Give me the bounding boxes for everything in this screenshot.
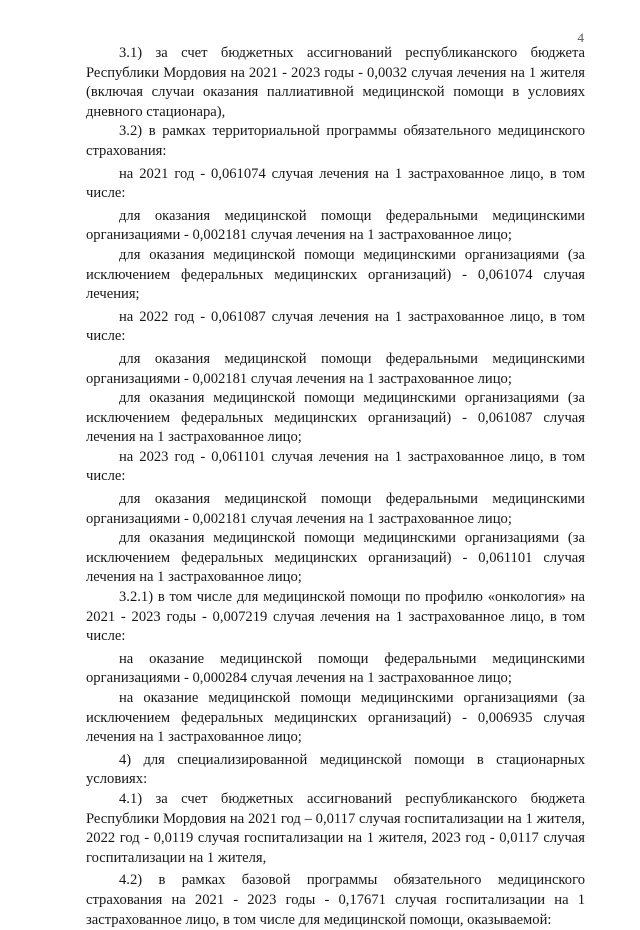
paragraph-2023-total: на 2023 год - 0,061101 случая лечения на 1 застрахованное лицо, в том числе: xyxy=(86,448,585,485)
paragraph-2021-non-federal: для оказания медицинской помощи медицинскими организациями (за исключением федеральных медицинских организаций) - 0,061074 случая лечения; xyxy=(86,246,585,303)
paragraph-4: 4) для специализированной медицинской помощи в стационарных условиях: xyxy=(86,751,585,788)
paragraph-2022-non-federal: для оказания медицинской помощи медицинскими организациями (за исключением федеральных медицинских организаций) - 0,061087 случая лечения на 1 застрахованное лицо; xyxy=(86,390,585,446)
paragraph-4-1: 4.1) за счет бюджетных ассигнований республиканского бюджета Республики Мордовия на 2021 год – 0,0117 случая госпитализации на 1 жителя, 2022 год - 0,0119 случая госпитализации на 1 жителя, 2023 год - 0,0117 случая госпитализации на 1 жителя, xyxy=(86,790,585,866)
document-body xyxy=(86,44,585,930)
paragraph-2022-total: на 2022 год - 0,061087 случая лечения на 1 застрахованное лицо, в том числе: xyxy=(86,308,585,345)
page-number: 4 xyxy=(577,30,584,45)
paragraph-2021-federal: для оказания медицинской помощи федеральными медицинскими организациями - 0,002181 случая лечения на 1 застрахованное лицо; xyxy=(86,207,585,244)
paragraph-2021-total: на 2021 год - 0,061074 случая лечения на 1 застрахованное лицо, в том числе: xyxy=(86,165,585,202)
paragraph-4-2: 4.2) в рамках базовой программы обязательного медицинского страхования на 2021 - 2023 годы - 0,17671 случая госпитализации на 1 застрахованное лицо, в том числе для медицинской помощи, оказываемой: xyxy=(86,872,585,928)
paragraph-2022-federal: для оказания медицинской помощи федеральными медицинскими организациями - 0,002181 случая лечения на 1 застрахованное лицо; xyxy=(86,350,585,387)
paragraph-3-1: 3.1) за счет бюджетных ассигнований республиканского бюджета Республики Мордовия на 2021 - 2023 годы - 0,0032 случая лечения на 1 жителя (включая случаи оказания паллиативной медицинской помощи в условиях дневного стационара), xyxy=(86,45,585,120)
paragraph-oncology-non-federal: на оказание медицинской помощи медицинскими организациями (за исключением федеральных медицинских организаций) - 0,006935 случая лечения на 1 застрахованное лицо; xyxy=(86,690,585,746)
paragraph-oncology-federal: на оказание медицинской помощи федеральными медицинскими организациями - 0,000284 случая лечения на 1 застрахованное лицо; xyxy=(86,650,585,687)
paragraph-2023-federal: для оказания медицинской помощи федеральными медицинскими организациями - 0,002181 случая лечения на 1 застрахованное лицо; xyxy=(86,491,585,527)
paragraph-2023-non-federal: для оказания медицинской помощи медицинскими организациями (за исключением федеральных медицинских организаций) - 0,061101 случая лечения на 1 застрахованное лицо; xyxy=(86,530,585,586)
paragraph-3-2: 3.2) в рамках территориальной программы обязательного медицинского страхования: xyxy=(86,123,585,159)
paragraph-3-2-1-oncology: 3.2.1) в том числе для медицинской помощи по профилю «онкология» на 2021 - 2023 годы - 0,007219 случая лечения на 1 застрахованное лицо, в том числе: xyxy=(86,589,585,645)
